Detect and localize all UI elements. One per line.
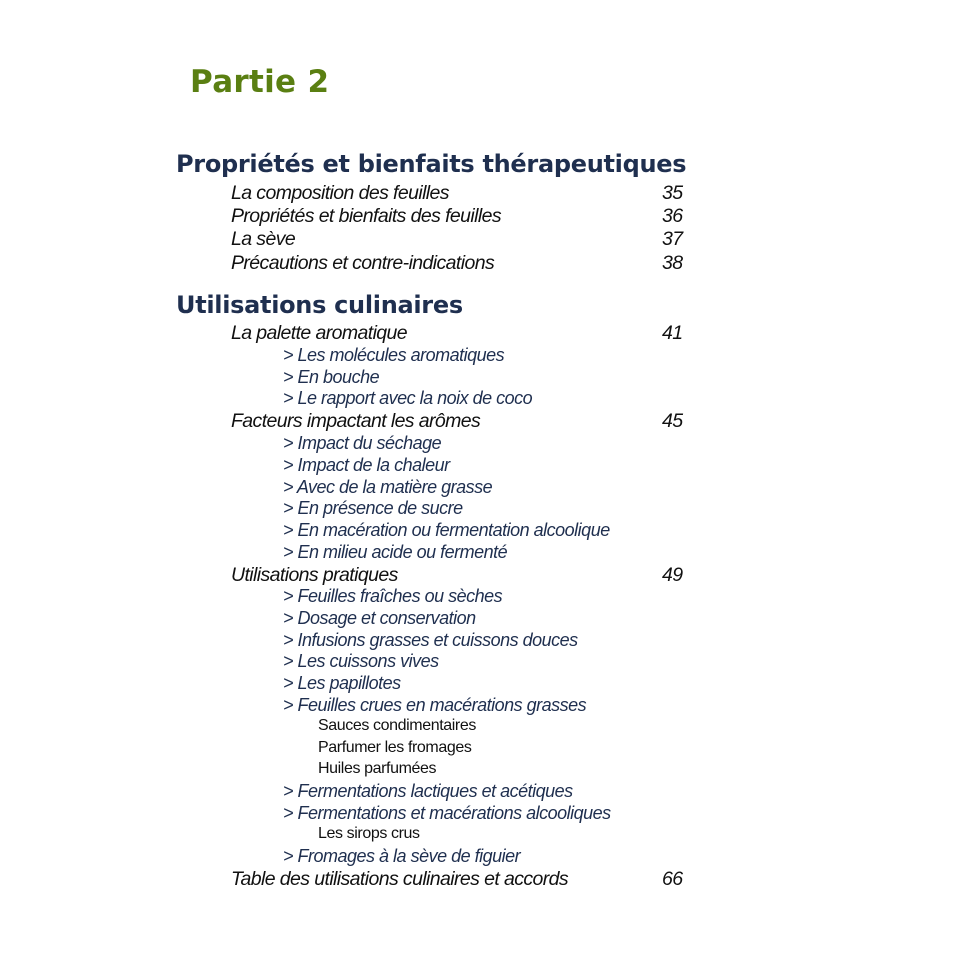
toc-entry-label: Utilisations pratiques [231,564,398,586]
toc-subsubentry: Huiles parfumées [318,760,437,777]
toc-entry [231,252,691,274]
toc-entry-page: 66 [662,868,683,890]
toc-entry [231,868,691,890]
toc-subentry: > En présence de sucre [283,498,463,518]
toc-subentry: > Infusions grasses et cuissons douces [283,630,578,650]
part-title: Partie 2 [190,64,330,100]
toc-subentry: > Impact de la chaleur [283,455,450,475]
toc-entry-label: La palette aromatique [231,322,408,344]
toc-subentry: > En milieu acide ou fermenté [283,542,508,562]
toc-subentry: > Les papillotes [283,673,401,693]
toc-entry-label: Précautions et contre-indications [231,252,495,274]
toc-entry-page: 35 [662,182,683,204]
toc-entry-label: La sève [231,228,296,250]
toc-entry-label: Propriétés et bienfaits des feuilles [231,205,501,227]
toc-entry-page: 49 [662,564,683,586]
section-title-culinary: Utilisations culinaires [176,291,463,319]
toc-subentry: > Feuilles fraîches ou sèches [283,586,503,606]
toc-entry-label: Facteurs impactant les arômes [231,410,481,432]
toc-subsubentry: Parfumer les fromages [318,739,472,756]
toc-entry [231,322,691,344]
toc-entry-page: 41 [662,322,683,344]
toc-subentry: > Le rapport avec la noix de coco [283,388,533,408]
toc-subentry: > Feuilles crues en macérations grasses [283,695,587,715]
toc-subentry: > Impact du séchage [283,433,442,453]
toc-entry [231,205,691,227]
toc-subentry: > Avec de la matière grasse [283,477,493,497]
toc-subentry: > Fermentations lactiques et acétiques [283,781,573,801]
toc-entry [231,228,691,250]
toc-subentry: > Fromages à la sève de figuier [283,846,521,866]
section-title-therapeutic: Propriétés et bienfaits thérapeutiques [176,150,687,178]
toc-entry-page: 38 [662,252,683,274]
toc-entry-page: 36 [662,205,683,227]
toc-subentry: > Les molécules aromatiques [283,345,505,365]
toc-subentry: > Fermentations et macérations alcooliques [283,803,611,823]
toc-subsubentry: Les sirops crus [318,825,420,842]
toc-subentry: > Les cuissons vives [283,651,439,671]
toc-entry-label: La composition des feuilles [231,182,449,204]
toc-entry [231,564,691,586]
toc-entry [231,410,691,432]
toc-subentry: > Dosage et conservation [283,608,476,628]
toc-entry [231,182,691,204]
toc-entry-page: 37 [662,228,683,250]
toc-subentry: > En bouche [283,367,380,387]
toc-entry-page: 45 [662,410,683,432]
toc-subentry: > En macération ou fermentation alcoolique [283,520,610,540]
toc-entry-label: Table des utilisations culinaires et accords [231,868,569,890]
toc-subsubentry: Sauces condimentaires [318,717,476,734]
